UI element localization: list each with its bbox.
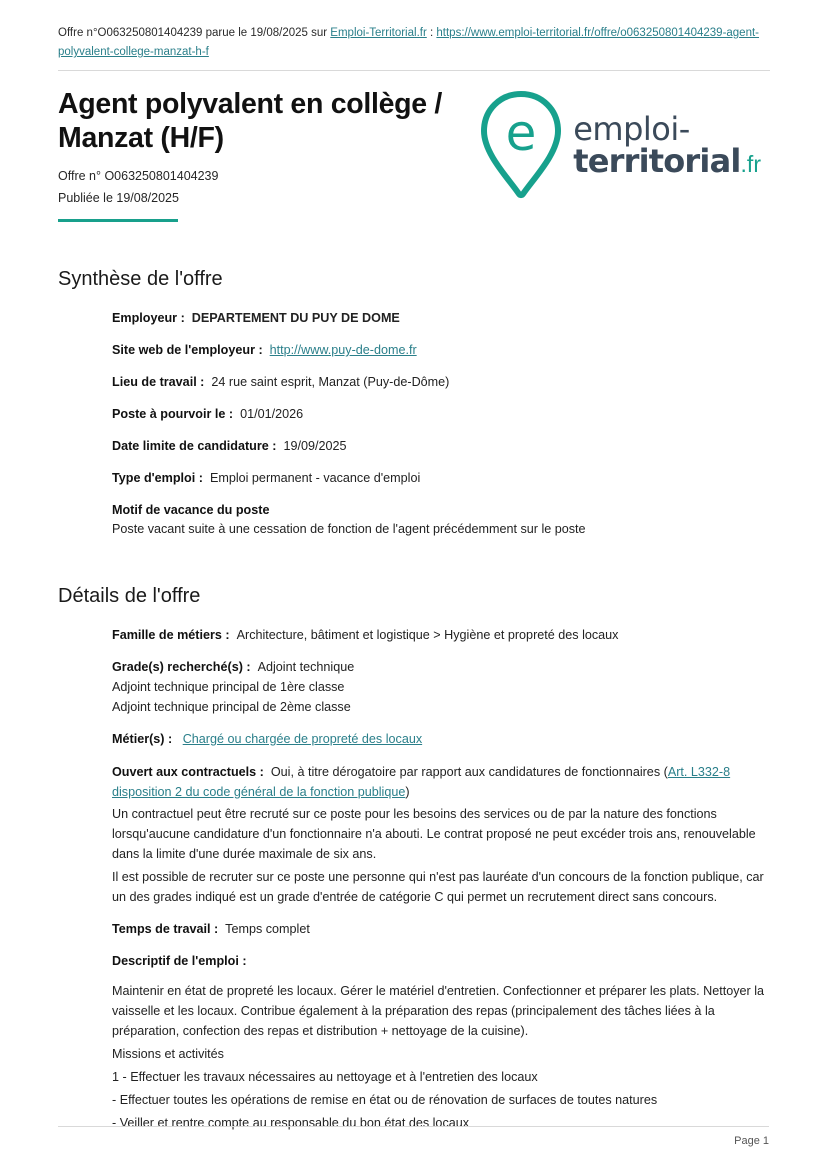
field-type-emploi-value: Emploi permanent - vacance d'emploi [209,471,421,485]
field-grades-line2: Adjoint technique principal de 1ère classe [112,680,345,694]
descriptif-line-4: - Veiller et rentre compte au responsable du bon état des locaux [112,1116,470,1130]
field-descriptif-emploi [112,952,769,1133]
section-details-body [112,626,769,1133]
footer-page-number: Page 1 [734,1135,769,1147]
field-contractuels-article-link[interactable]: Art. L332-8 disposition 2 du code général de la fonction publique [112,765,731,799]
source-separator: : [426,27,437,39]
descriptif-line-0: Maintenir en état de propreté les locaux. Gérer le matériel d'entretien. Confectionner et préparer les plats. Nettoyer la vaisselle et les locaux. Contribue également à la préparation des repas (principalement des tâches liées à la préparation, confection des repas et distribution + nettoyage de la cuisine). [112,984,765,1038]
field-lieu [112,373,769,392]
field-grades-label: Grade(s) recherché(s) : [112,660,251,674]
field-lieu-value: 24 rue saint esprit, Manzat (Puy-de-Dôme) [211,375,450,389]
field-metiers-label: Métier(s) : [112,732,173,746]
svg-text:e: e [505,104,537,162]
field-famille-metiers [112,626,769,645]
field-motif-vacance-label: Motif de vacance du poste [112,503,270,517]
page-footer [58,1126,769,1147]
field-contractuels-close-paren: ) [405,785,410,799]
field-poste-a-pourvoir-label: Poste à pourvoir le : [112,407,234,421]
field-motif-vacance-value: Poste vacant suite à une cessation de fonction de l'agent précédemment sur le poste [112,522,586,536]
field-type-emploi-label: Type d'emploi : [112,471,203,485]
section-synthese-body [112,309,769,539]
field-temps-travail [112,920,769,939]
section-title-synthese: Synthèse de l'offre [58,268,223,290]
emploi-territorial-logo [479,91,761,199]
field-metiers-link[interactable]: Chargé ou chargée de propreté des locaux [182,732,423,746]
logo-word-territorial: territorial [573,142,741,180]
field-date-limite-value: 19/09/2025 [283,439,347,453]
field-ouvert-contractuels [112,762,769,907]
field-descriptif-emploi-label: Descriptif de l'emploi : [112,954,247,968]
descriptif-line-3: - Effectuer toutes les opérations de remise en état ou de rénovation de surfaces de toutes natures [112,1093,658,1107]
field-site-web-label: Site web de l'employeur : [112,343,263,357]
descriptif-line-1: Missions et activités [112,1047,224,1061]
field-grades-value: Adjoint technique [257,660,355,674]
published-date: Publiée le 19/08/2025 [58,191,179,205]
source-site-link[interactable]: Emploi-Territorial.fr [330,27,427,39]
field-employeur-label: Employeur : [112,311,185,325]
field-date-limite [112,437,769,456]
source-prefix: Offre n°O063250801404239 parue le 19/08/2025 sur [58,27,331,39]
field-grades [112,658,769,717]
field-grades-line3: Adjoint technique principal de 2ème classe [112,700,351,714]
section-title-details: Détails de l'offre [58,585,201,607]
field-lieu-label: Lieu de travail : [112,375,205,389]
field-temps-travail-value: Temps complet [225,922,310,936]
page-title: Agent polyvalent en collège / Manzat (H/F) [58,88,443,154]
source-url-link[interactable]: https://www.emploi-territorial.fr/offre/o063250801404239-agent-polyvalent-college-manzat-h-f [58,27,760,58]
field-temps-travail-label: Temps de travail : [112,922,219,936]
title-underline [58,219,178,222]
field-famille-metiers-label: Famille de métiers : [112,628,230,642]
field-employeur-value: DEPARTEMENT DU PUY DE DOME [191,311,400,325]
offer-number: Offre n° O063250801404239 [58,169,219,183]
field-metiers [112,730,769,749]
field-poste-a-pourvoir [112,405,769,424]
field-date-limite-label: Date limite de candidature : [112,439,277,453]
field-poste-a-pourvoir-value: 01/01/2026 [240,407,304,421]
field-site-web-link[interactable]: http://www.puy-de-dome.fr [269,343,417,357]
map-pin-icon [479,91,563,199]
logo-suffix-fr: .fr [740,151,761,177]
field-site-web [112,341,769,360]
logo-wordmark [573,110,761,180]
field-famille-metiers-value: Architecture, bâtiment et logistique > Hygiène et propreté des locaux [236,628,619,642]
logo-word-emploi: emploi- [573,110,690,148]
field-ouvert-contractuels-value: Oui, à titre dérogatoire par rapport aux candidatures de fonctionnaires ( [270,765,668,779]
field-motif-vacance [112,501,769,539]
title-block [58,87,769,222]
descriptif-line-2: 1 - Effectuer les travaux nécessaires au nettoyage et à l'entretien des locaux [112,1070,538,1084]
field-contractuels-paragraph-2: Il est possible de recruter sur ce poste une personne qui n'est pas lauréate d'un concours de la fonction publique, car un des grades indiqué est un grade d'entrée de catégorie C qui permet un recrutement direct sans concours. [112,870,764,904]
field-type-emploi [112,469,769,488]
source-line [58,24,770,71]
footer-divider [58,1126,769,1127]
title-left [58,87,479,222]
field-ouvert-contractuels-label: Ouvert aux contractuels : [112,765,264,779]
field-employeur [112,309,769,328]
field-contractuels-paragraph-1: Un contractuel peut être recruté sur ce poste pour les besoins des services ou de par la nature des fonctions lorsqu'aucune candidature d'un fonctionnaire n'a abouti. Le contrat proposé ne peut excéder trois ans, renouvelable dans la limite d'une durée maximale de six ans. [112,807,756,861]
